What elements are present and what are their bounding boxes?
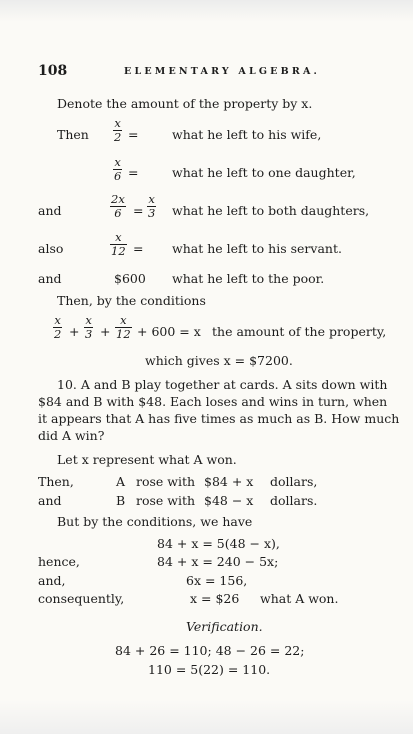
problem-line: it appears that A has five times as much as B. How much (38, 411, 400, 426)
fraction (53, 315, 62, 340)
plus-sign: + (69, 324, 80, 339)
scan-shadow-bottom (0, 700, 413, 734)
intro-line: Denote the amount of the property by x. (57, 96, 313, 111)
step-lead: and, (38, 573, 66, 588)
denominator: 6 (114, 206, 122, 220)
denominator: 2 (114, 130, 122, 144)
let-statement: Let x represent what A won. (57, 452, 237, 467)
step-lead: hence, (38, 554, 80, 569)
rose-phrase: rose with (136, 493, 196, 508)
row-lead: and (38, 271, 62, 286)
numerator: x (85, 313, 92, 327)
equals-sign: = (133, 203, 144, 218)
running-title: ELEMENTARY ALGEBRA. (124, 66, 321, 77)
row-lead: also (38, 241, 64, 256)
row-description: what he left to one daughter, (172, 165, 356, 180)
problem-line: did A win? (38, 428, 105, 443)
fraction (84, 315, 93, 340)
equation-tail: + 600 = x (137, 324, 201, 339)
row-description: what he left to his wife, (172, 127, 322, 142)
numerator: x (115, 230, 122, 244)
result-line: which gives x = $7200. (145, 353, 293, 368)
fraction (110, 232, 127, 257)
page-number: 108 (38, 63, 68, 79)
fraction (147, 194, 156, 219)
denominator: 12 (116, 327, 131, 341)
row-value: $600 (114, 271, 146, 286)
equals-sign: = (128, 165, 139, 180)
numerator: x (114, 155, 121, 169)
verification-line: 110 = 5(22) = 110. (148, 662, 271, 677)
equation-description: the amount of the property, (212, 324, 387, 339)
player-label: A (116, 474, 126, 489)
row-lead: Then, (38, 474, 74, 489)
denominator: 3 (85, 327, 93, 341)
row-description: what he left to both daughters, (172, 203, 370, 218)
denominator: 6 (114, 169, 122, 183)
row-description: what he left to the poor. (172, 271, 325, 286)
equals-sign: = (128, 127, 139, 142)
rose-phrase: rose with (136, 474, 196, 489)
numerator: 2x (111, 192, 125, 206)
conditions-line: But by the conditions, we have (57, 514, 253, 529)
numerator: x (120, 313, 127, 327)
numerator: x (54, 313, 61, 327)
denominator: 3 (148, 206, 156, 220)
numerator: x (148, 192, 155, 206)
verification-heading: Verification. (186, 619, 263, 634)
equation-step: x = $26 (190, 591, 240, 606)
conditions-intro: Then, by the conditions (57, 293, 206, 308)
denominator: 2 (54, 327, 62, 341)
step-lead: consequently, (38, 591, 125, 606)
denominator: 12 (111, 244, 126, 258)
equation-step: 84 + x = 5(48 − x), (157, 536, 280, 551)
row-lead: and (38, 203, 62, 218)
step-note: what A won. (260, 591, 339, 606)
problem-line: 10. A and B play together at cards. A sits down with (57, 377, 388, 392)
unit-label: dollars, (270, 474, 318, 489)
scan-shadow-top (0, 0, 413, 22)
row-lead: and (38, 493, 62, 508)
fraction (115, 315, 132, 340)
unit-label: dollars. (270, 493, 318, 508)
row-description: what he left to his servant. (172, 241, 342, 256)
fraction (113, 157, 122, 182)
verification-line: 84 + 26 = 110; 48 − 26 = 22; (115, 643, 305, 658)
equation-step: 6x = 156, (186, 573, 248, 588)
plus-sign: + (100, 324, 111, 339)
amount-expression: $84 + x (204, 474, 254, 489)
equation-step: 84 + x = 240 − 5x; (157, 554, 279, 569)
equals-sign: = (133, 241, 144, 256)
fraction (110, 194, 126, 219)
fraction (113, 118, 122, 143)
problem-line: $84 and B with $48. Each loses and wins in turn, when (38, 394, 388, 409)
amount-expression: $48 − x (204, 493, 254, 508)
player-label: B (116, 493, 126, 508)
numerator: x (114, 116, 121, 130)
row-lead: Then (57, 127, 89, 142)
